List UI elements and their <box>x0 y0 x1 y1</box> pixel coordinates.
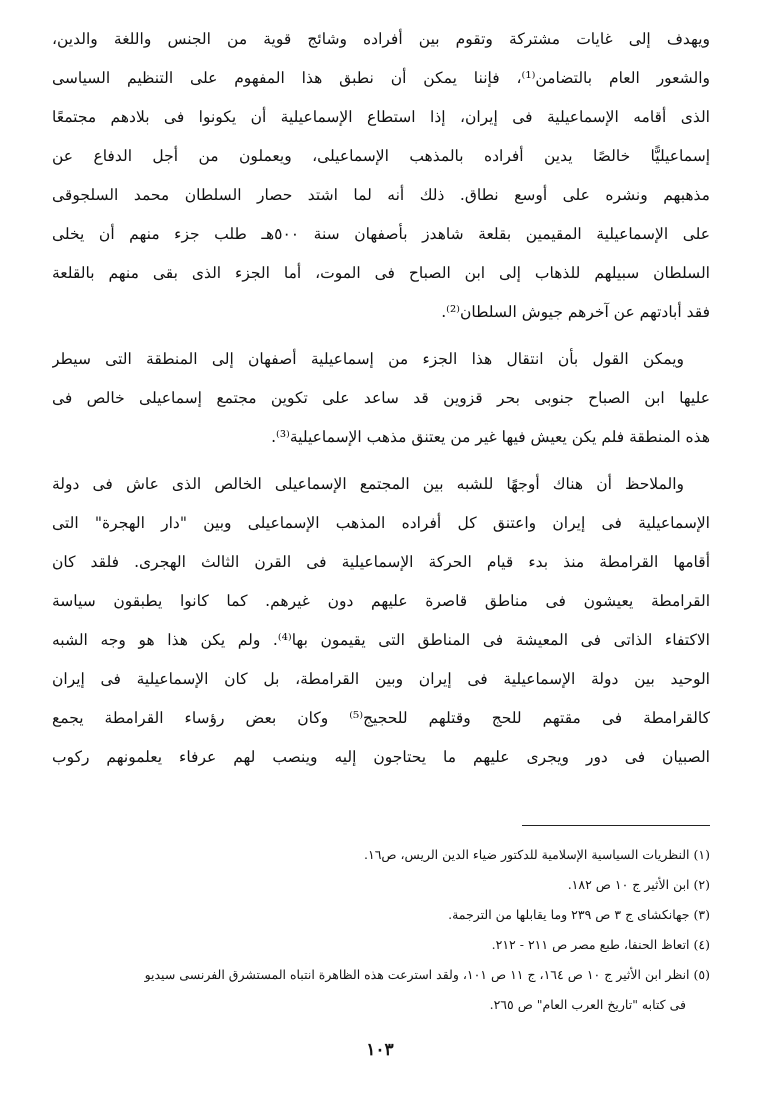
text-line: كالقرامطة فى مقتهم للحج وقتلهم للحجيج⁽⁵⁾ وكان بعض رؤساء القرامطة يجمع <box>52 709 710 727</box>
paragraph-3 <box>52 465 710 777</box>
text-line: أقامها القرامطة منذ بدء قيام الحركة الإسماعيلية فى القرن الثالث الهجرى. فلقد كان <box>52 553 710 571</box>
footnote-1: (١) النظريات السياسية الإسلامية للدكتور ضياء الدين الريس، ص١٦. <box>364 847 710 862</box>
text-line: على الإسماعيلية المقيمين بقلعة شاهدز بأصفهان سنة ٥٠٠هـ طلب جزء منهم أن يخلى <box>52 225 710 243</box>
text-line: ويهدف إلى غايات مشتركة وتقوم بين أفراده وشائج قوية من الجنس واللغة والدين، <box>52 30 710 48</box>
text-line: مذهبهم ونشره على أوسع نطاق. ذلك أنه لما اشتد حصار السلطان محمد السلجوقى <box>52 186 710 204</box>
paragraph-2 <box>52 340 710 457</box>
page-number: ١٠٣ <box>366 1040 394 1060</box>
text-line: والشعور العام بالتضامن⁽¹⁾، فإننا يمكن أن نطبق هذا المفهوم على التنظيم السياسى <box>52 69 710 87</box>
footnote-4: (٤) اتعاظ الحنفا، طبع مصر ص ٢١١ - ٢١٢. <box>491 937 710 952</box>
text-line: الوحيد بين دولة الإسماعيلية فى إيران وبين القرامطة، بل كان الإسماعيلية فى إيران <box>52 670 710 688</box>
text-line: الصبيان فى دور ويجرى عليهم ما يحتاجون إليه وينصب لهم عرفاء يعلمونهم ركوب <box>52 748 710 766</box>
text-line: والملاحظ أن هناك أوجهًا للشبه بين المجتمع الإسماعيلى الخالص الذى عاش فى دولة <box>52 475 684 493</box>
footnote-separator <box>522 825 710 826</box>
text-line: الإسماعيلية فى إيران واعتنق كل أفراده المذهب الإسماعيلى وبين "دار الهجرة" التى <box>52 514 710 532</box>
paragraph-spacer <box>52 332 710 340</box>
main-text <box>52 20 710 777</box>
text-line: فقد أبادتهم عن آخرهم جيوش السلطان⁽²⁾. <box>441 303 710 321</box>
footnote-5: (٥) انظر ابن الأثير ج ١٠ ص ١٦٤، ج ١١ ص ١٠١، ولقد استرعت هذه الظاهرة انتباه المستشرق الفرنسى سيديو <box>144 967 710 982</box>
footnote-5-continuation: فى كتابه "تاريخ العرب العام" ص ٢٦٥. <box>489 997 686 1012</box>
footnote-2: (٢) ابن الأثير ج ١٠ ص ١٨٢. <box>567 877 710 892</box>
footnotes <box>50 840 710 1020</box>
text-line: الاكتفاء الذاتى فى المعيشة فى المناطق التى يقيمون بها⁽⁴⁾. ولم يكن هذا هو وجه الشبه <box>52 631 710 649</box>
paragraph-1 <box>52 20 710 332</box>
text-line: السلطان سبيلهم للذهاب إلى ابن الصباح فى الموت، أما الجزء الذى بقى منهم بالقلعة <box>52 264 710 282</box>
footnote-3: (٣) جهانكشاى ج ٣ ص ٢٣٩ وما يقابلها من الترجمة. <box>448 907 710 922</box>
text-line: القرامطة يعيشون فى مناطق قاصرة عليهم دون غيرهم. كما كانوا يطبقون سياسة <box>52 592 710 610</box>
paragraph-spacer <box>52 457 710 465</box>
text-line: هذه المنطقة فلم يكن يعيش فيها غير من يعتنق مذهب الإسماعيلية⁽³⁾. <box>271 428 710 446</box>
text-line: الذى أقامه الإسماعيلية فى إيران، إذا استطاع الإسماعيلية أن يكونوا فى بلادهم مجتمعًا <box>52 108 710 126</box>
text-line: عليها ابن الصباح جنوبى بحر قزوين قد ساعد على تكوين مجتمع إسماعيلى خالص فى <box>52 389 710 407</box>
text-line: إسماعيليًّا خالصًا يدين أفراده بالمذهب الإسماعيلى، ويعملون من أجل الدفاع عن <box>52 147 710 165</box>
text-line: ويمكن القول بأن انتقال هذا الجزء من إسماعيلية أصفهان إلى المنطقة التى سيطر <box>52 350 684 368</box>
